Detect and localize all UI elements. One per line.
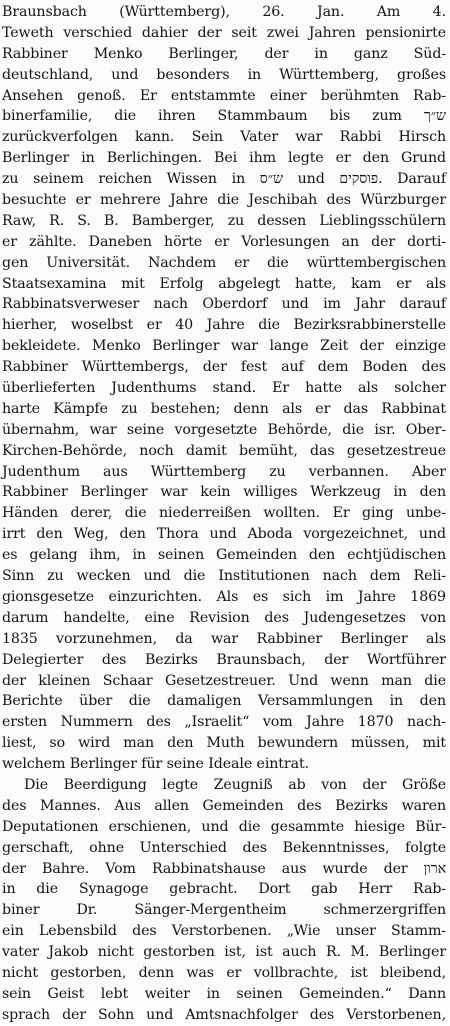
- article-line: Staatsexamina mit Erfolg abgelegt hatte, kam er als: [2, 275, 446, 292]
- article-line: Kirchen-Behörde, noch damit bemüht, das gesetzestreue: [2, 442, 446, 459]
- article-line: deutschland, und besonders in Württemberg, großes: [2, 66, 446, 83]
- article-line: es gelang ihm, in seinen Gemeinden den echtjüdischen: [2, 547, 446, 564]
- article-line: der Bahre. Vom Rabbinatshause aus wurde der ארון: [2, 860, 446, 877]
- article-line: biner Dr. Sänger-Mergentheim schmerzergriffen: [2, 902, 446, 919]
- article-line: nicht gestorben, denn was er vollbrachte, ist bleibend,: [2, 964, 446, 981]
- article-line: der kleinen Schaar Gesetzestreuer. Und wenn man die: [2, 672, 446, 689]
- article-line: des Mannes. Aus allen Gemeinden des Bezirks waren: [2, 797, 446, 814]
- article-line: ersten Nummern des „Israelit“ vom Jahre 1870 nach-: [2, 714, 446, 731]
- article-line: Teweth verschied dahier der seit zwei Jahren pensionirte: [2, 24, 446, 41]
- article-line: Die Beerdigung legte Zeugniß ab von der Größe: [24, 776, 446, 793]
- article-line: welchem Berlinger für seine Ideale eintrat.: [2, 756, 309, 773]
- article-line: übernahm, war seine vorgesetzte Behörde, die isr. Ober-: [2, 421, 446, 438]
- article-line: Rabbiner Menko Berlinger, der in ganz Süd-: [2, 45, 446, 62]
- article-line: in die Synagoge gebracht. Dort gab Herr Rab-: [2, 881, 446, 898]
- article-line: er zählte. Daneben hörte er Vorlesungen an der dorti-: [2, 233, 446, 250]
- article-line: Ansehen genoß. Er entstammte einer berühmten Rab-: [2, 87, 446, 104]
- article-line: Braunsbach (Württemberg), 26. Jan. Am 4.: [2, 4, 446, 20]
- article-line: 1835 vorzunehmen, da war Rabbiner Berlinger als: [2, 630, 446, 647]
- article-line: liest, so wird man den Muth bewundern müssen, mit: [2, 735, 446, 752]
- article-line: vater Jakob nicht gestorben ist, ist auch R. M. Berlinger: [2, 944, 446, 961]
- article-line: darum handelte, eine Revision des Judengesetzes von: [2, 609, 446, 626]
- article-line: Berichte über die damaligen Versammlungen in den: [2, 693, 446, 710]
- article-line: bekleidete. Menko Berlinger war lange Zeit der einzige: [2, 338, 446, 355]
- article-line: sprach der Sohn und Amtsnachfolger des Verstorbenen,: [2, 1006, 446, 1023]
- article-line: gerschaft, ohne Unterschied des Bekenntnisses, folgte: [2, 839, 446, 856]
- article-line: Deputationen erschienen, und die gesammte hiesige Bür-: [2, 818, 446, 835]
- article-line: besuchte er mehrere Jahre die Jeschibah des Würzburger: [2, 192, 446, 209]
- article-line: binerfamilie, die ihren Stammbaum bis zum ש״ך: [2, 108, 446, 125]
- article-column: [2, 2, 446, 1026]
- article-line: Sinn zu wecken und die Institutionen nach dem Reli-: [2, 568, 446, 585]
- article-line: Berlinger in Berlichingen. Bei ihm legte er den Grund: [2, 150, 446, 167]
- article-line: ein Lebensbild des Verstorbenen. „Wie unser Stamm-: [2, 923, 446, 940]
- article-line: Rabbiner Württembergs, der fest auf dem Boden des: [2, 359, 446, 376]
- article-line: Rabbinatsverweser nach Oberdorf und im Jahr darauf: [2, 296, 446, 313]
- article-line: überlieferten Judenthums stand. Er hatte als solcher: [2, 380, 446, 397]
- article-line: sein Geist lebt weiter in seinen Gemeinden.“ Dann: [2, 985, 446, 1002]
- article-line: Judenthum aus Württemberg zu verbannen. Aber: [2, 463, 446, 480]
- article-line: Rabbiner Berlinger war kein williges Werkzeug in den: [2, 484, 446, 501]
- article-line: zurückverfolgen kann. Sein Vater war Rabbi Hirsch: [2, 129, 446, 146]
- article-line: Delegierter des Bezirks Braunsbach, der Wortführer: [2, 651, 446, 668]
- article-line: harte Kämpfe zu bestehen; denn als er das Rabbinat: [2, 400, 446, 417]
- article-line: Händen derer, die niederreißen wollten. Er ging unbe-: [2, 505, 446, 522]
- article-line: gionsgesetze einzurichten. Als es sich im Jahre 1869: [2, 588, 446, 605]
- article-line: gen Universität. Nachdem er die württembergischen: [2, 254, 446, 271]
- article-line: zu seinem reichen Wissen in ש״ס und פוסקים. Darauf: [2, 171, 446, 188]
- article-line: Raw, R. S. B. Bamberger, zu dessen Lieblingsschülern: [2, 212, 446, 229]
- article-line: irrt den Weg, den Thora und Aboda vorgezeichnet, und: [2, 526, 446, 543]
- article-line: hierher, woselbst er 40 Jahre die Bezirksrabbinerstelle: [2, 317, 446, 334]
